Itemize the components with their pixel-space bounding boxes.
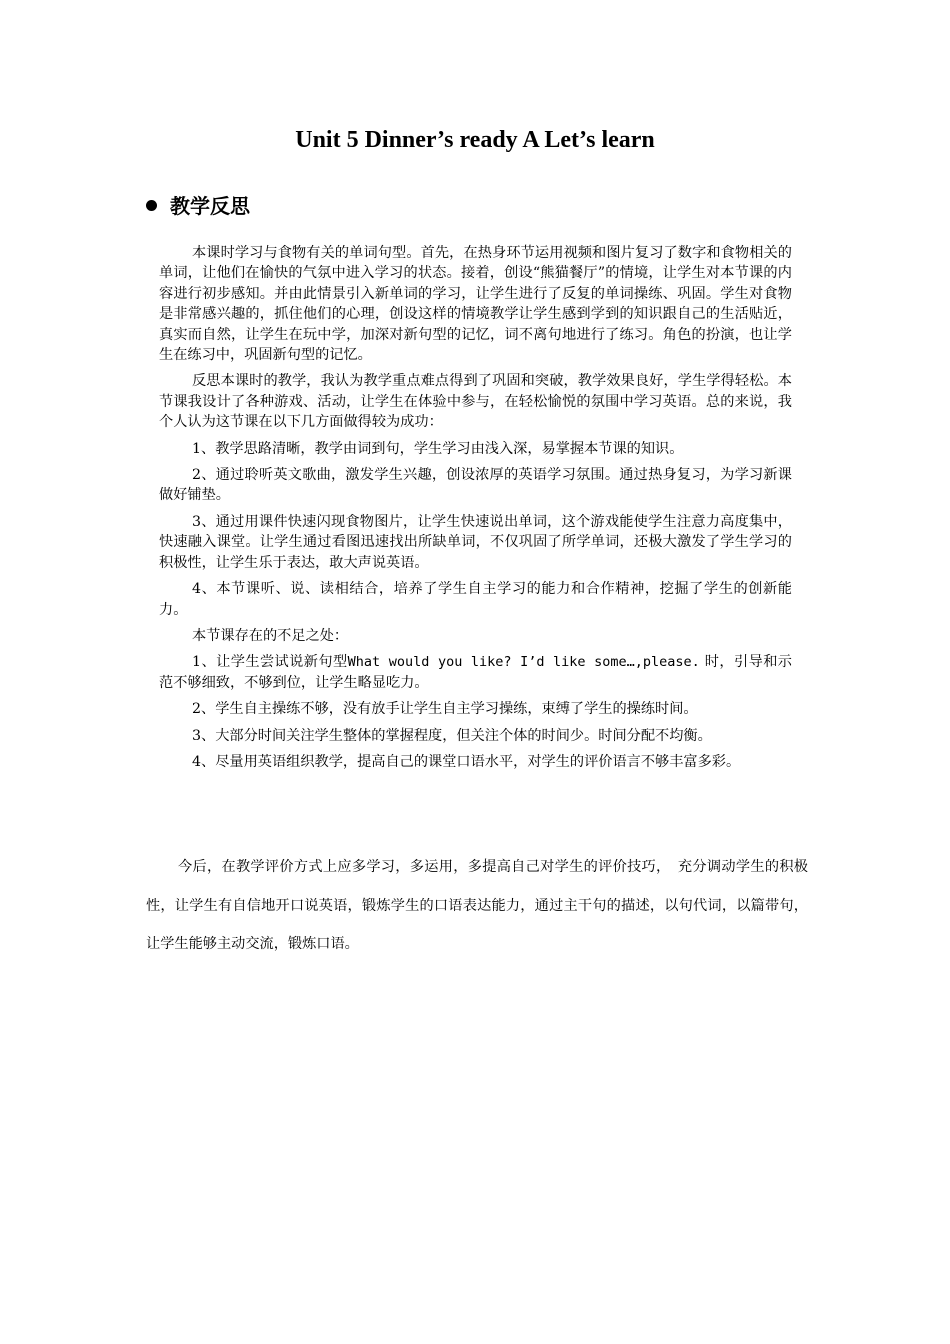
bullet-icon [146, 200, 157, 211]
weakness-point-3: 3、大部分时间关注学生整体的掌握程度，但关注个体的时间少。时间分配不均衡。 [192, 727, 712, 744]
weakness-1-prefix: 1、让学生尝试说新句型 [192, 654, 348, 671]
weakness-point-2: 2、学生自主操练不够，没有放手让学生自主学习操练，束缚了学生的操练时间。 [192, 701, 698, 718]
weakness-point-4: 4、尽量用英语组织教学，提高自己的课堂口语水平，对学生的评价语言不够丰富多彩。 [192, 753, 741, 770]
paragraph-intro: 本课时学习与食物有关的单词句型。首先，在热身环节运用视频和图片复习了数字和食物相关的单词，让他们在愉快的气氛中进入学习的状态。接着，创设“熊猫餐厅”的情境，让学生对本节课的内容进行初步感知。并由此情景引入新单词的学习，让学生进行了反复的单词操练、巩固。学生对食物是非常感兴趣的，抓住他们的心理，创设这样的情境教学让学生感到学到的知识跟自己的生活贴近，真实而自然，让学生在玩中学，加深对新句型的记忆，词不离句地进行了练习。角色的扮演，也让学生在练习中，巩固新句型的记忆。 [159, 245, 792, 364]
weakness-point-1 [159, 652, 792, 693]
paragraph-reflection: 反思本课时的教学，我认为教学重点难点得到了巩固和突破，教学效果良好，学生学得轻松。本节课我设计了各种游戏、活动，让学生在体验中参与，在轻松愉悦的氛围中学习英语。总的来说，我个人认为这节课在以下几方面做得较为成功： [159, 373, 792, 431]
reflection-body [159, 243, 792, 778]
section-heading-text: 教学反思 [170, 194, 250, 218]
success-point-4: 4、本节课听、说、读相结合，培养了学生自主学习的能力和合作精神，挖掘了学生的创新能力。 [159, 581, 792, 618]
success-point-2: 2、通过聆听英文歌曲，激发学生兴趣，创设浓厚的英语学习氛围。通过热身复习，为学习新课做好铺垫。 [159, 467, 792, 504]
section-heading [146, 192, 250, 220]
closing-paragraph: 今后，在教学评价方式上应多学习，多运用，多提高自己对学生的评价技巧， 充分调动学生的积极性，让学生有自信地开口说英语，锻炼学生的口语表达能力，通过主干句的描述，以句代词，以篇带句，让学生能够主动交流，锻炼口语。 [146, 859, 808, 952]
weakness-heading: 本节课存在的不足之处： [192, 627, 349, 644]
success-point-3: 3、通过用课件快速闪现食物图片，让学生快速说出单词，这个游戏能使学生注意力高度集中，快速融入课堂。让学生通过看图迅速找出所缺单词，不仅巩固了所学单词，还极大激发了学生学习的积极性，让学生乐于表达，敢大声说英语。 [159, 513, 792, 571]
weakness-1-english: What would you like? I’d like some…,please. [347, 654, 700, 671]
success-point-1: 1、教学思路清晰，教学由词到句，学生学习由浅入深，易掌握本节课的知识。 [192, 440, 684, 457]
page-title: Unit 5 Dinner’s ready A Let’s learn [295, 127, 655, 153]
weakness-1-suffix: 时，引导和示范不够细致，不够到位，让学生略显吃力。 [159, 654, 792, 691]
